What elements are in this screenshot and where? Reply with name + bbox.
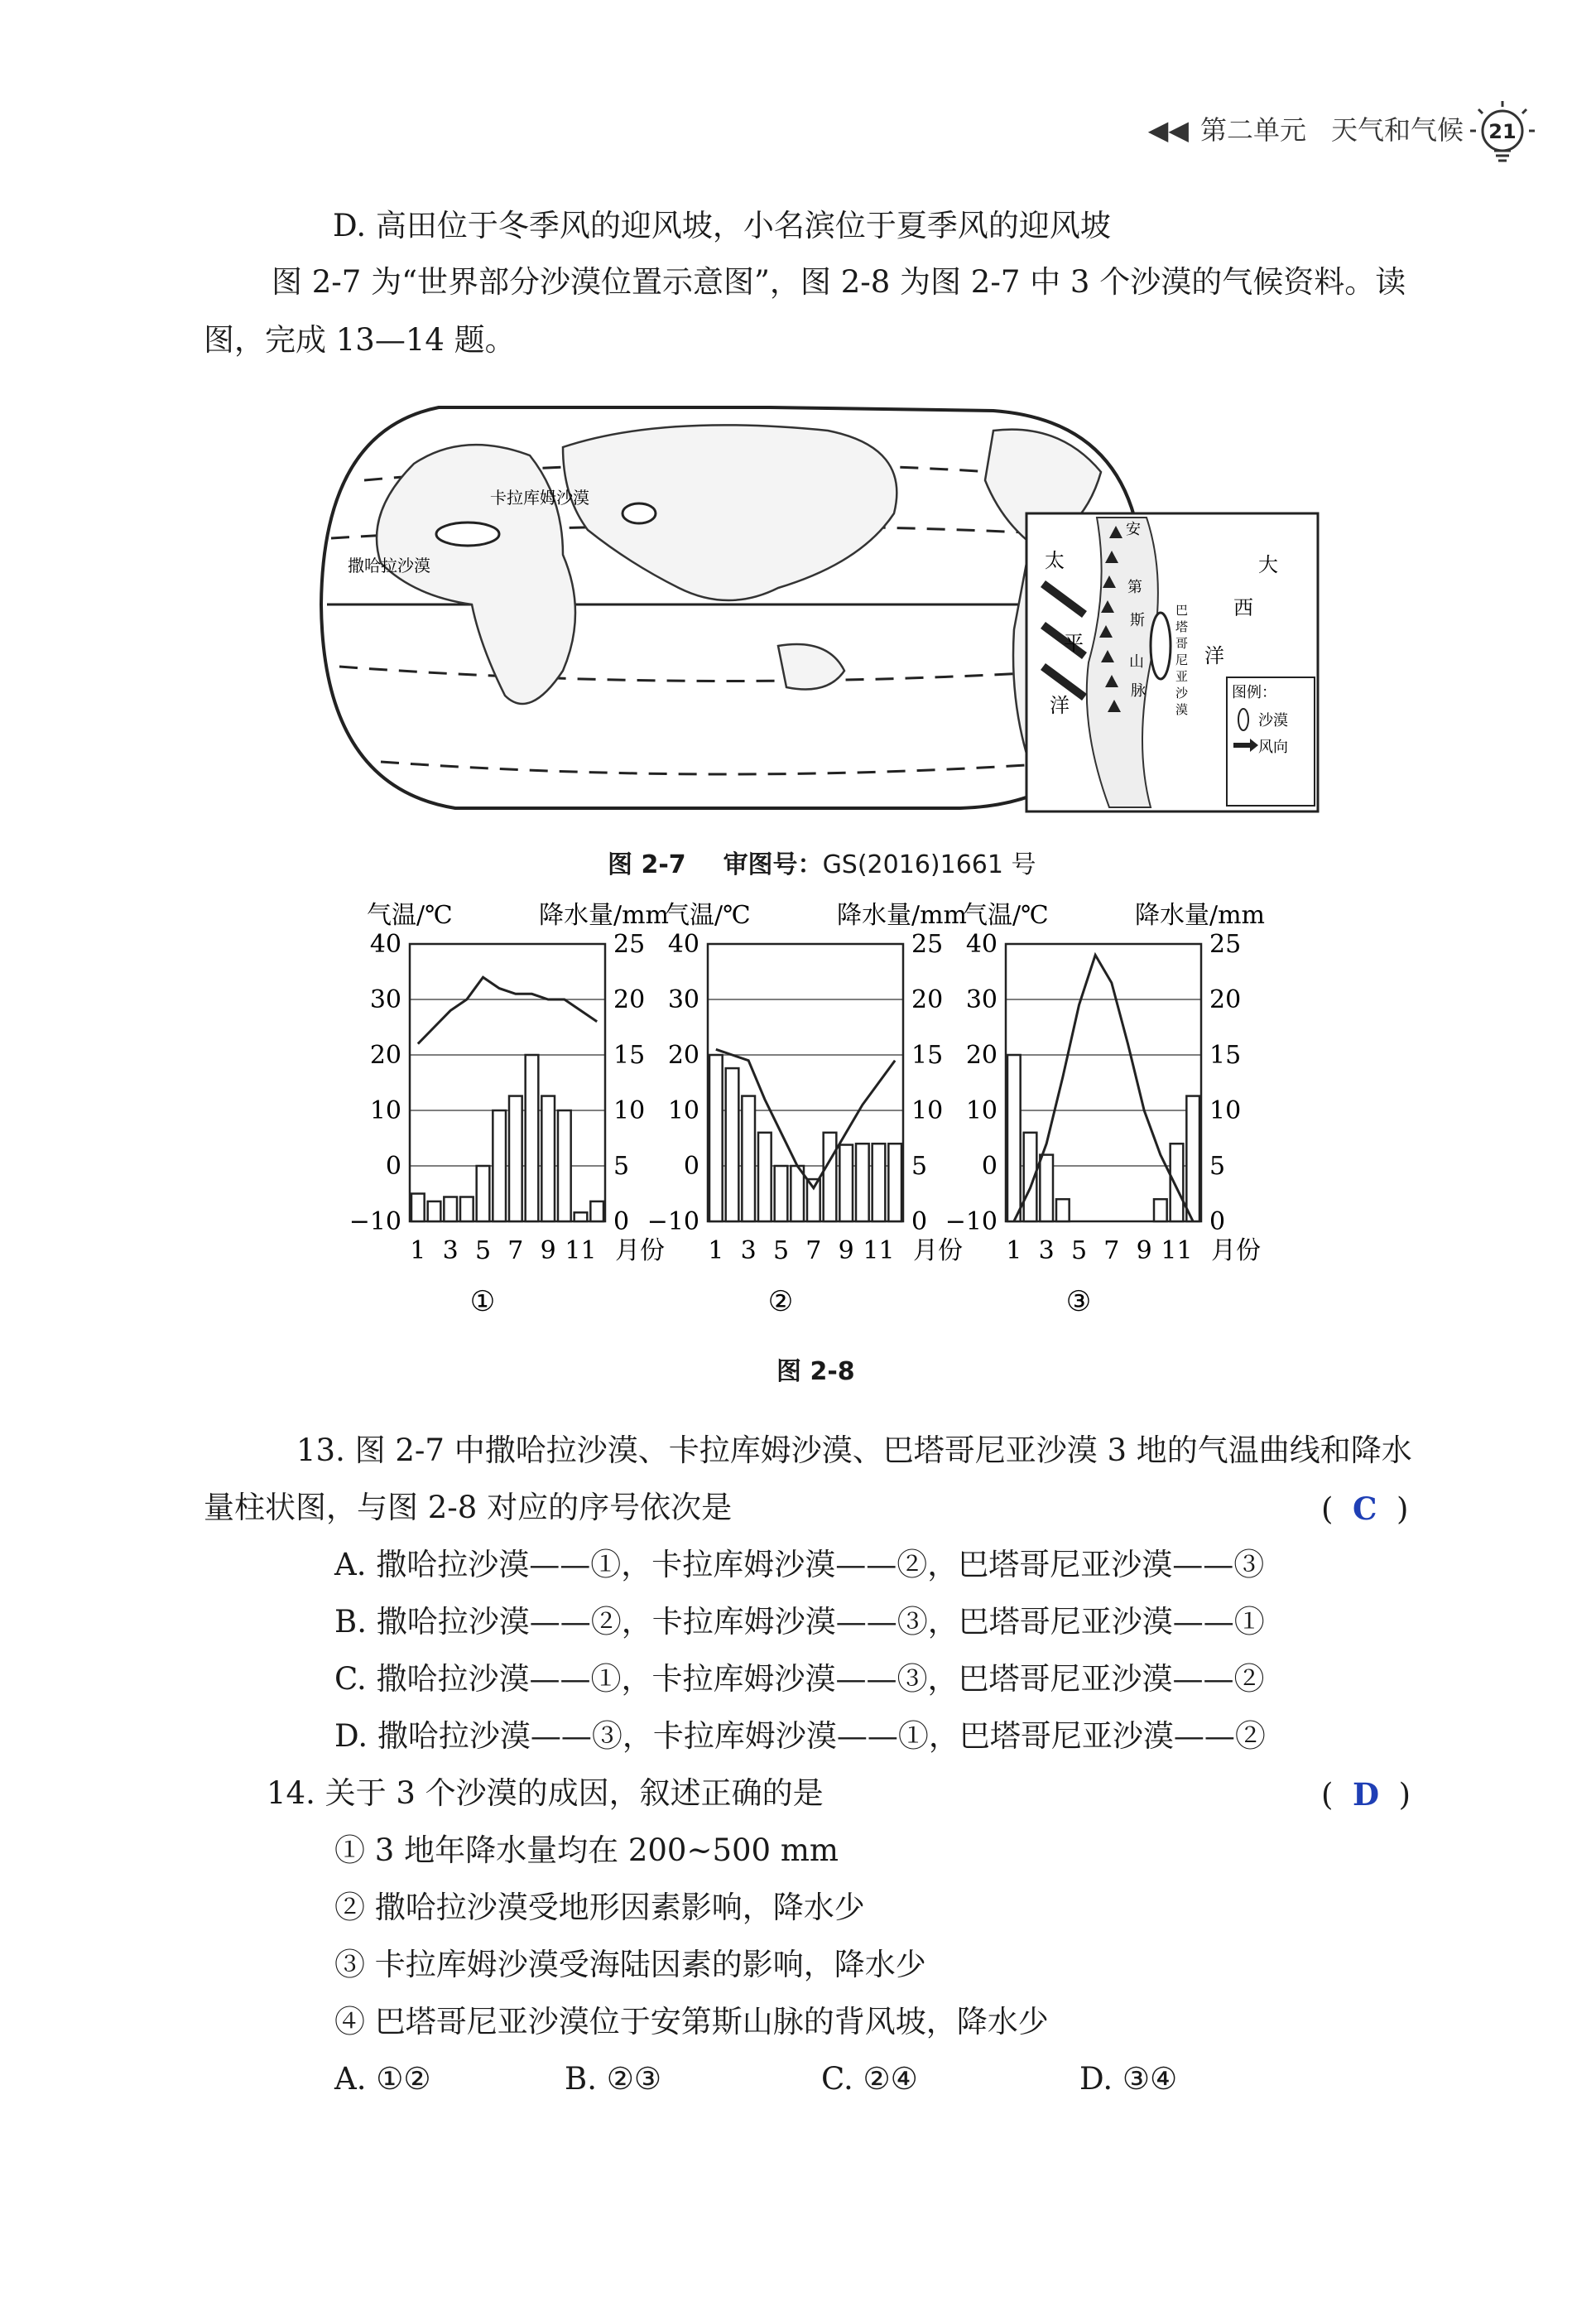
left-axis-title: 气温/℃ (963, 901, 1049, 930)
x-axis-title: 月份 (1211, 1236, 1261, 1265)
y-tick-label-right: 5 (613, 1152, 630, 1181)
y-tick-label-right: 20 (613, 985, 646, 1014)
y-tick-label-right: 25 (911, 930, 944, 959)
legend-title: 图例： (1232, 684, 1276, 701)
page-number: 21 (1488, 120, 1517, 143)
precip-bar (444, 1197, 457, 1221)
precip-bar (1186, 1096, 1199, 1221)
review-label: 审图号： (723, 850, 823, 879)
precip-bar (824, 1133, 837, 1221)
y-tick-label-right: 10 (1209, 1096, 1242, 1125)
legend-desert-icon (1238, 709, 1248, 730)
y-tick-label-right: 15 (1209, 1041, 1242, 1070)
svg-text:漠: 漠 (1175, 702, 1189, 717)
fig27-caption (608, 844, 1036, 880)
precip-bar (888, 1144, 901, 1221)
q14-option: B. ②③ (565, 2061, 662, 2097)
svg-text:沙: 沙 (1175, 686, 1189, 701)
climate-charts (348, 890, 1283, 1321)
x-tick-label: 9 (838, 1236, 854, 1265)
x-tick-label: 1 (708, 1236, 724, 1265)
q13-option: C. 撒哈拉沙漠——①，卡拉库姆沙漠——③，巴塔哥尼亚沙漠——② (334, 1661, 1265, 1697)
precip-bar (460, 1197, 474, 1221)
precip-bar (477, 1166, 490, 1221)
precip-bar (558, 1110, 571, 1221)
q13-answer-box: ( C ) (1321, 1490, 1409, 1527)
atlantic-char: 洋 (1204, 644, 1224, 667)
precip-bar (856, 1144, 869, 1221)
precip-bar (574, 1212, 588, 1221)
svg-text:亚: 亚 (1175, 669, 1189, 684)
y-tick-label-right: 25 (1209, 930, 1242, 959)
precip-bar (1007, 1055, 1021, 1221)
y-tick-label-left: 20 (965, 1041, 997, 1070)
temperature-line (418, 977, 597, 1043)
y-tick-label-right: 5 (911, 1152, 928, 1181)
topic-title: 天气和气候 (1330, 114, 1464, 146)
q14-statement: ③ 卡拉库姆沙漠受海陆因素的影响，降水少 (334, 1947, 926, 1982)
y-tick-label-left: 20 (667, 1041, 699, 1070)
kalakum-desert-marker (623, 503, 656, 523)
world-desert-map (315, 397, 1324, 828)
q14-statement: ① 3 地年降水量均在 200~500 mm (334, 1832, 839, 1868)
y-tick-label-left: 0 (683, 1152, 699, 1181)
left-axis-title: 气温/℃ (367, 901, 453, 930)
y-tick-label-left: 10 (667, 1096, 699, 1125)
intro-line-2: 图，完成 13—14 题。 (204, 322, 516, 358)
precip-bar (1171, 1144, 1184, 1221)
x-tick-label: 3 (740, 1236, 757, 1265)
y-tick-label-left: 40 (369, 930, 401, 959)
y-tick-label-left: 40 (965, 930, 997, 959)
legend-desert: 沙漠 (1258, 712, 1288, 730)
svg-text:斯: 斯 (1130, 612, 1145, 629)
x-axis-title: 月份 (615, 1236, 665, 1265)
y-tick-label-right: 0 (613, 1207, 630, 1236)
y-tick-label-left: 30 (667, 985, 699, 1014)
page-number-badge (1465, 98, 1540, 172)
x-tick-label: 11 (565, 1236, 597, 1265)
plot-frame (410, 944, 605, 1221)
x-tick-label: 5 (474, 1236, 492, 1265)
kalakum-label: 卡拉库姆沙漠 (490, 488, 589, 508)
precip-bar (791, 1166, 804, 1221)
q13-option: D. 撒哈拉沙漠——③，卡拉库姆沙漠——①，巴塔哥尼亚沙漠——② (334, 1718, 1266, 1754)
pacific-char: 太 (1045, 549, 1065, 572)
legend-wind: 风向 (1258, 739, 1288, 756)
y-tick-label-right: 10 (911, 1096, 944, 1125)
svg-text:塔: 塔 (1175, 619, 1189, 634)
pacific-char: 平 (1064, 632, 1084, 655)
x-tick-label: 5 (772, 1236, 790, 1265)
precip-bar (526, 1055, 539, 1221)
y-tick-label-left: 0 (981, 1152, 997, 1181)
precip-bar (873, 1144, 886, 1221)
q14-answer-box: ( D ) (1321, 1776, 1411, 1813)
x-tick-label: 11 (1161, 1236, 1193, 1265)
y-tick-label-right: 5 (1209, 1152, 1226, 1181)
q14-option: A. ①② (334, 2061, 431, 2097)
x-tick-label: 11 (863, 1236, 895, 1265)
q14-stem: 14. 关于 3 个沙漠的成因，叙述正确的是 (267, 1775, 824, 1811)
y-tick-label-right: 10 (613, 1096, 646, 1125)
y-tick-label-left: 30 (369, 985, 401, 1014)
intro-line-1: 图 2-7 为“世界部分沙漠位置示意图”，图 2-8 为图 2-7 中 3 个沙漠的气候资料。读 (272, 264, 1406, 300)
lightbulb-icon (1465, 98, 1540, 172)
x-tick-label: 7 (805, 1236, 822, 1265)
sahara-desert-marker (436, 522, 499, 546)
q13-option: B. 撒哈拉沙漠——②，卡拉库姆沙漠——③，巴塔哥尼亚沙漠——① (334, 1604, 1265, 1640)
pacific-char: 洋 (1050, 694, 1070, 717)
x-tick-label: 9 (1136, 1236, 1152, 1265)
y-tick-label-right: 15 (613, 1041, 646, 1070)
sahara-label: 撒哈拉沙漠 (348, 556, 430, 575)
y-tick-label-right: 20 (911, 985, 944, 1014)
y-tick-label-left: 0 (385, 1152, 401, 1181)
q14-option: C. ②④ (821, 2061, 918, 2097)
y-tick-label-right: 25 (613, 930, 646, 959)
svg-text:山: 山 (1129, 653, 1144, 671)
precip-bar (758, 1133, 772, 1221)
x-tick-label: 1 (410, 1236, 426, 1265)
precip-bar (1056, 1199, 1070, 1221)
right-axis-title: 降水量/mm (1135, 901, 1266, 930)
q13-stem-1: 13. 图 2-7 中撒哈拉沙漠、卡拉库姆沙漠、巴塔哥尼亚沙漠 3 地的气温曲线和降水 (296, 1433, 1412, 1468)
precip-bar (541, 1096, 555, 1221)
y-tick-label-left: −10 (945, 1207, 997, 1236)
precip-bar (1154, 1199, 1167, 1221)
y-tick-label-left: 10 (965, 1096, 997, 1125)
precip-bar (839, 1145, 853, 1221)
chart-number: ② (767, 1285, 794, 1318)
svg-text:脉: 脉 (1131, 682, 1146, 700)
y-tick-label-left: 20 (369, 1041, 401, 1070)
y-tick-label-right: 0 (1209, 1207, 1226, 1236)
y-tick-label-left: 30 (965, 985, 997, 1014)
x-tick-label: 9 (540, 1236, 556, 1265)
right-axis-title: 降水量/mm (837, 901, 968, 930)
x-tick-label: 5 (1070, 1236, 1088, 1265)
y-tick-label-left: 10 (369, 1096, 401, 1125)
unit-title: 第二单元 (1199, 114, 1306, 146)
q14-answer: D (1352, 1776, 1380, 1813)
q14-option: D. ③④ (1079, 2061, 1178, 2097)
prev-option-d: D. 高田位于冬季风的迎风坡，小名滨位于夏季风的迎风坡 (333, 208, 1111, 243)
x-tick-label: 7 (1103, 1236, 1120, 1265)
fig28-caption: 图 2-8 (776, 1357, 855, 1386)
svg-text:尼: 尼 (1175, 652, 1189, 667)
chart-number: ① (469, 1285, 496, 1318)
precip-bar (509, 1096, 522, 1221)
q13-option: A. 撒哈拉沙漠——①，卡拉库姆沙漠——②，巴塔哥尼亚沙漠——③ (334, 1547, 1265, 1582)
patagonia-desert-marker (1151, 613, 1171, 679)
y-tick-label-right: 15 (911, 1041, 944, 1070)
precip-bar (411, 1194, 425, 1222)
precip-bar (428, 1201, 441, 1221)
double-arrow-icon: ◀◀ (1147, 114, 1189, 146)
svg-text:巴: 巴 (1175, 603, 1189, 618)
atlantic-char: 大 (1258, 553, 1278, 576)
y-tick-label-right: 0 (911, 1207, 928, 1236)
x-tick-label: 1 (1006, 1236, 1022, 1265)
q13-stem-2: 量柱状图，与图 2-8 对应的序号依次是 (204, 1490, 733, 1525)
precip-bar (1040, 1155, 1053, 1221)
q14-statement: ④ 巴塔哥尼亚沙漠位于安第斯山脉的背风坡，降水少 (334, 2004, 1049, 2039)
precip-bar (590, 1201, 603, 1221)
patagonia-label (1175, 603, 1189, 717)
review-number: GS(2016)1661 号 (822, 850, 1036, 879)
svg-text:第: 第 (1127, 579, 1142, 596)
x-tick-label: 3 (442, 1236, 459, 1265)
atlantic-char: 西 (1233, 596, 1253, 619)
x-tick-label: 3 (1038, 1236, 1055, 1265)
page-header (1148, 109, 1464, 147)
fig27-label: 图 2-7 (608, 850, 686, 879)
svg-text:哥: 哥 (1175, 636, 1189, 651)
left-axis-title: 气温/℃ (665, 901, 751, 930)
precip-bar (807, 1179, 820, 1221)
y-tick-label-left: 40 (667, 930, 699, 959)
x-tick-label: 7 (507, 1236, 524, 1265)
y-tick-label-left: −10 (349, 1207, 401, 1236)
x-axis-title: 月份 (913, 1236, 963, 1265)
precip-bar (726, 1068, 739, 1221)
q14-statement: ② 撒哈拉沙漠受地形因素影响，降水少 (334, 1890, 865, 1925)
chart-number: ③ (1065, 1285, 1092, 1318)
right-axis-title: 降水量/mm (539, 901, 670, 930)
q13-answer: C (1352, 1490, 1377, 1527)
precip-bar (709, 1055, 723, 1221)
svg-text:安: 安 (1126, 521, 1141, 538)
precip-bar (775, 1166, 788, 1221)
precip-bar (493, 1110, 506, 1221)
precip-bar (742, 1096, 755, 1221)
y-tick-label-right: 20 (1209, 985, 1242, 1014)
y-tick-label-left: −10 (647, 1207, 699, 1236)
